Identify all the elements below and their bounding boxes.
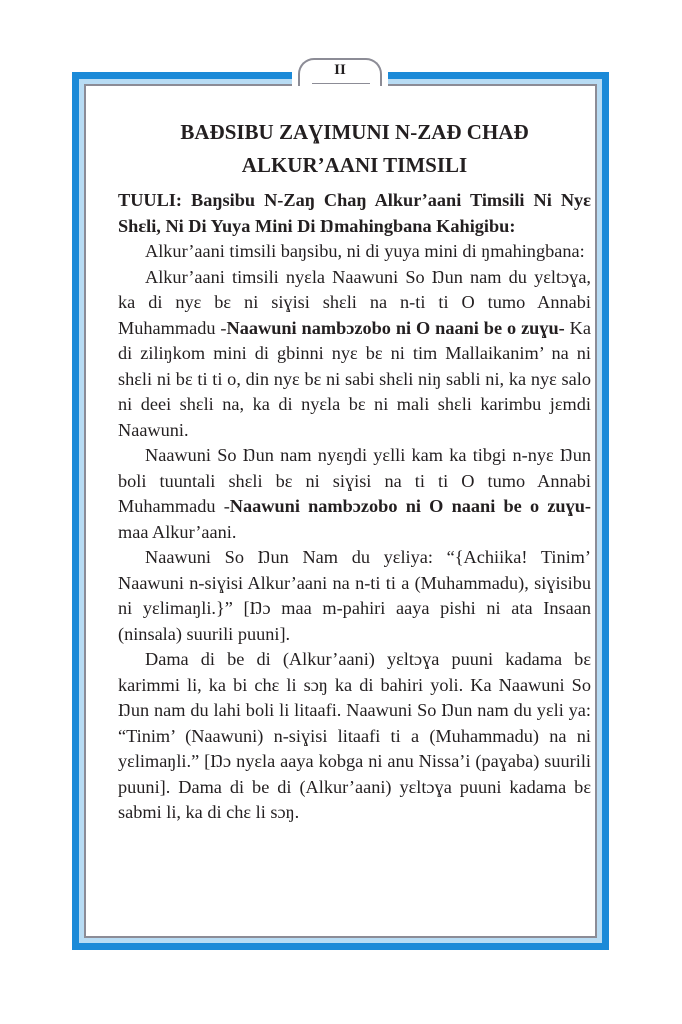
paragraph-2 <box>118 265 591 444</box>
paragraph-text: Naawuni So Ŋun nam nyɛŋdi yɛlli kam ka tibgi n-nyɛ Ŋun boli tuuntali shɛli bɛ ni siɣisi na ti ti O tumo Annabi Muhammadu - <box>118 445 591 516</box>
paragraph-5 <box>118 647 591 826</box>
paragraph-text: Alkur’aani timsili nyɛla Naawuni So Ŋun nam du yɛltɔɣa, ka di nyɛ bɛ ni siɣisi shɛli na n-ti ti O tumo Annabi Muhammadu - <box>118 266 591 338</box>
paragraph-1 <box>118 239 591 265</box>
chapter-title-line-2: ALKUR’AANI TIMSILI <box>241 153 468 177</box>
chapter-title <box>118 116 591 182</box>
paragraph-4 <box>118 545 591 647</box>
paragraph-text: Naawuni So Ŋun Nam du yɛliya: “{Achiika! Tinim’ Naawuni n-siɣisi Alkur’aani na n-ti ti a (Muhammadu), siɣisibu ni yɛlimaŋli.}” [Ŋɔ maa m-pahiri aaya pishi ni ata Insaan (ninsala) suurili puuni]. <box>118 547 591 644</box>
paragraph-3 <box>118 443 591 545</box>
paragraph-bold-text: Naawuni nambɔzobo ni O naani be o zuɣu- <box>229 496 591 516</box>
paragraph-bold-text: Naawuni nambɔzobo ni O naani be o zuɣu- <box>226 317 565 338</box>
chapter-title-line-1: BAƉSIBU ZAƔIMUNI N-ZAƉ CHAƉ <box>180 120 529 144</box>
paragraph-text: maa Alkur’aani. <box>118 521 237 542</box>
page-number: II <box>334 62 346 78</box>
paragraph-text: Dama di be di (Alkur’aani) yɛltɔɣa puuni kadama bɛ karimmi li, ka bi chɛ li sɔŋ ka di bahiri yoli. Ka Naawuni So Ŋun nam du lahi boli li litaafi. Naawuni So Ŋun nam du yɛli ya: “Tinim’ (Naawuni) n-siɣisi litaafi ti a (Muhammadu) na ni yɛlimaŋli.” [Ŋɔ nyɛla aaya kobga ni anu Nissa’i (paɣaba) suurili puuni]. Dama di be di (Alkur’aani) yɛltɔɣa puuni kadama bɛ sabmi li, ka di chɛ li sɔŋ. <box>118 649 591 822</box>
page-number-underline <box>312 83 370 84</box>
paragraph-text: Alkur’aani timsili baŋsibu, ni di yuya mini di ŋmahingbana: <box>145 241 585 261</box>
paragraph-text: Ka di ziliŋkom mini di gbinni nyɛ bɛ ni tim Mallaikanim’ na ni shɛli ni bɛ ti ti o, din nyɛ bɛ ni sabi shɛli niŋ sabli ni, ka nyɛ salo ni deei shɛli na, ka di nyɛla bɛ ni mali shɛli karimbu jɛmdi Naawuni. <box>118 317 591 440</box>
section-heading: TUULI: Baŋsibu N-Zaŋ Chaŋ Alkur’aani Timsili Ni Nyɛ Shɛli, Ni Di Yuya Mini Di Ŋmahingbana Kahigibu: <box>118 190 591 236</box>
page-content <box>118 116 591 826</box>
